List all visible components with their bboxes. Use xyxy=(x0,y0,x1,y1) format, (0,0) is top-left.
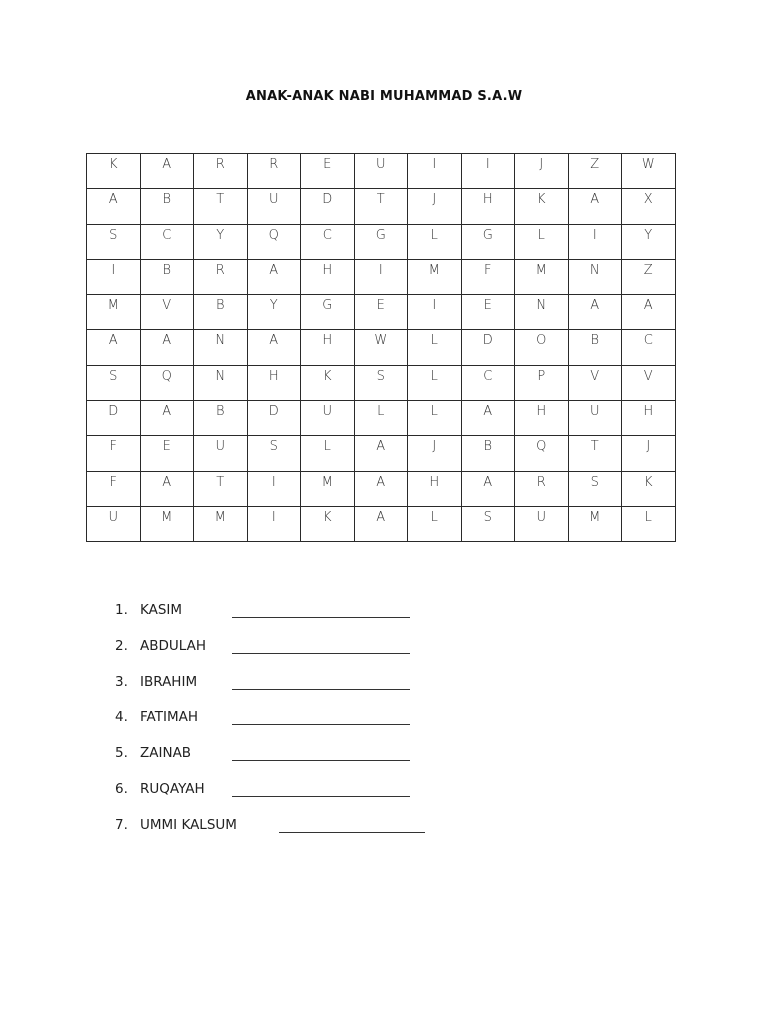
grid-letter: A xyxy=(590,298,600,314)
grid-letter: Q xyxy=(536,439,547,455)
grid-cell xyxy=(568,224,622,259)
grid-letter: M xyxy=(214,509,226,525)
grid-letter: Y xyxy=(269,298,278,314)
grid-cell xyxy=(140,401,194,436)
grid-cell xyxy=(194,471,248,506)
grid-letter: T xyxy=(590,439,599,455)
grid-letter: Z xyxy=(590,157,600,172)
grid-letter: H xyxy=(536,404,547,420)
grid-row xyxy=(87,330,676,365)
answer-line[interactable] xyxy=(232,653,410,654)
grid-letter: A xyxy=(162,333,172,349)
grid-letter: I xyxy=(271,509,276,525)
grid-cell xyxy=(87,471,141,506)
grid-letter: J xyxy=(646,439,651,455)
grid-cell xyxy=(140,295,194,330)
grid-cell xyxy=(194,224,248,259)
grid-letter: C xyxy=(162,227,172,243)
grid-letter: D xyxy=(482,333,493,349)
grid-letter: D xyxy=(108,404,119,420)
grid-cell xyxy=(408,259,462,294)
grid-letter: L xyxy=(430,333,438,349)
grid-letter: A xyxy=(162,157,172,172)
grid-letter: P xyxy=(537,368,546,384)
word-text: KASIM xyxy=(140,602,183,618)
grid-cell xyxy=(194,259,248,294)
grid-letter: B xyxy=(162,192,171,208)
grid-cell xyxy=(461,401,515,436)
grid-letter: U xyxy=(322,404,332,420)
grid-cell xyxy=(515,154,569,189)
grid-row xyxy=(87,471,676,506)
grid-cell xyxy=(622,365,676,400)
grid-letter: A xyxy=(643,298,653,314)
grid-letter: G xyxy=(375,227,386,243)
grid-letter: N xyxy=(589,262,600,278)
grid-letter: M xyxy=(589,509,601,525)
grid-letter: R xyxy=(215,262,225,278)
grid-cell xyxy=(354,436,408,471)
grid-cell xyxy=(408,401,462,436)
grid-letter: M xyxy=(161,509,173,525)
grid-letter: H xyxy=(429,474,440,490)
grid-cell xyxy=(354,506,408,541)
grid-letter: A xyxy=(483,404,493,420)
grid-row xyxy=(87,259,676,294)
grid-cell xyxy=(301,259,355,294)
grid-row xyxy=(87,436,676,471)
grid-cell xyxy=(622,471,676,506)
grid-letter: A xyxy=(483,474,493,490)
grid-letter: E xyxy=(483,298,492,314)
grid-letter: L xyxy=(644,509,652,525)
grid-letter: W xyxy=(374,333,388,349)
grid-letter: U xyxy=(375,157,386,172)
grid-cell xyxy=(408,189,462,224)
word-number: 2. xyxy=(115,637,128,654)
grid-letter: U xyxy=(108,509,118,525)
grid-letter: J xyxy=(539,157,544,172)
grid-cell xyxy=(461,189,515,224)
grid-letter: U xyxy=(215,439,225,455)
grid-cell xyxy=(622,506,676,541)
grid-cell xyxy=(140,365,194,400)
grid-cell xyxy=(622,259,676,294)
grid-letter: I xyxy=(111,262,116,278)
grid-letter: R xyxy=(269,157,279,172)
grid-letter: A xyxy=(269,333,279,349)
grid-letter: R xyxy=(215,157,225,172)
grid-cell xyxy=(515,401,569,436)
grid-cell xyxy=(140,330,194,365)
grid-cell xyxy=(568,471,622,506)
grid-cell xyxy=(408,436,462,471)
grid-cell xyxy=(87,189,141,224)
grid-cell xyxy=(622,224,676,259)
grid-cell xyxy=(194,295,248,330)
word-number: 6. xyxy=(115,780,128,797)
grid-letter: A xyxy=(108,333,118,349)
grid-cell xyxy=(301,436,355,471)
grid-letter: Y xyxy=(216,227,225,243)
grid-cell xyxy=(87,506,141,541)
grid-letter: L xyxy=(430,404,438,420)
grid-letter: K xyxy=(536,192,546,208)
word-text: FATIMAH xyxy=(140,709,198,726)
grid-cell xyxy=(622,330,676,365)
grid-cell xyxy=(354,224,408,259)
grid-letter: I xyxy=(378,262,383,278)
grid-cell xyxy=(408,295,462,330)
grid-letter: C xyxy=(643,333,653,349)
grid-letter: B xyxy=(215,404,225,420)
grid-letter: J xyxy=(432,439,437,455)
grid-cell xyxy=(87,224,141,259)
grid-cell xyxy=(194,154,248,189)
grid-cell xyxy=(87,401,141,436)
grid-cell xyxy=(247,330,301,365)
grid-cell xyxy=(301,401,355,436)
grid-letter: V xyxy=(162,298,172,314)
grid-row xyxy=(87,154,676,189)
grid-letter: L xyxy=(430,227,438,243)
grid-letter: A xyxy=(376,474,386,490)
grid-cell xyxy=(194,506,248,541)
grid-cell xyxy=(140,224,194,259)
answer-line[interactable] xyxy=(232,724,410,725)
grid-cell xyxy=(461,471,515,506)
grid-cell xyxy=(568,330,622,365)
grid-row xyxy=(87,224,676,259)
grid-cell xyxy=(408,506,462,541)
grid-letter: S xyxy=(109,368,118,384)
grid-cell xyxy=(194,330,248,365)
grid-cell xyxy=(140,506,194,541)
grid-letter: E xyxy=(323,157,332,172)
grid-letter: T xyxy=(376,192,385,208)
grid-letter: L xyxy=(377,404,385,420)
grid-row xyxy=(87,295,676,330)
grid-letter: S xyxy=(590,474,599,490)
grid-cell xyxy=(461,295,515,330)
grid-letter: V xyxy=(590,368,600,384)
grid-cell xyxy=(408,330,462,365)
grid-letter: A xyxy=(162,474,172,490)
grid-cell xyxy=(354,259,408,294)
grid-letter: L xyxy=(430,509,438,525)
grid-letter: A xyxy=(108,192,118,208)
word-number: 1. xyxy=(115,602,128,618)
grid-cell xyxy=(247,189,301,224)
grid-cell xyxy=(515,471,569,506)
grid-row xyxy=(87,189,676,224)
grid-letter: Q xyxy=(268,227,279,243)
grid-letter: T xyxy=(216,192,225,208)
grid-letter: S xyxy=(483,509,492,525)
grid-cell xyxy=(515,330,569,365)
grid-cell xyxy=(568,365,622,400)
grid-cell xyxy=(301,471,355,506)
grid-letter: M xyxy=(535,262,547,278)
grid-cell xyxy=(354,189,408,224)
grid-letter: B xyxy=(590,333,599,349)
answer-line[interactable] xyxy=(232,760,410,761)
grid-letter: S xyxy=(376,368,385,384)
grid-cell xyxy=(87,330,141,365)
grid-letter: N xyxy=(215,368,226,384)
grid-letter: E xyxy=(162,439,171,455)
grid-cell xyxy=(408,471,462,506)
grid-letter: I xyxy=(432,157,437,172)
grid-row xyxy=(87,401,676,436)
grid-cell xyxy=(568,259,622,294)
grid-letter: B xyxy=(483,439,492,455)
grid-letter: A xyxy=(376,439,386,455)
grid-cell xyxy=(354,401,408,436)
grid-cell xyxy=(301,154,355,189)
grid-cell xyxy=(408,365,462,400)
grid-cell xyxy=(140,189,194,224)
grid-letter: F xyxy=(109,474,117,490)
grid-cell xyxy=(568,401,622,436)
grid-letter: H xyxy=(322,262,333,278)
word-text: ABDULAH xyxy=(140,637,206,654)
grid-cell xyxy=(461,506,515,541)
grid-letter: G xyxy=(322,298,333,314)
grid-row xyxy=(87,506,676,541)
grid-letter: S xyxy=(109,227,118,243)
grid-cell xyxy=(622,436,676,471)
grid-cell xyxy=(515,436,569,471)
grid-cell xyxy=(140,259,194,294)
grid-letter: R xyxy=(536,474,546,490)
grid-letter: L xyxy=(323,439,331,455)
grid-letter: D xyxy=(268,404,279,420)
grid-letter: C xyxy=(483,368,493,384)
grid-cell xyxy=(461,259,515,294)
grid-cell xyxy=(408,224,462,259)
grid-cell xyxy=(87,259,141,294)
grid-cell xyxy=(354,365,408,400)
page-title: ANAK-ANAK NABI MUHAMMAD S.A.W xyxy=(245,89,523,104)
answer-line[interactable] xyxy=(232,617,410,618)
grid-letter: I xyxy=(592,227,597,243)
grid-letter: M xyxy=(107,298,119,314)
grid-cell xyxy=(140,154,194,189)
grid-letter: M xyxy=(321,474,333,490)
grid-letter: I xyxy=(271,474,276,490)
grid-letter: A xyxy=(376,509,386,525)
grid-cell xyxy=(87,154,141,189)
grid-letter: Z xyxy=(643,262,653,278)
grid-letter: K xyxy=(108,157,118,172)
grid-cell xyxy=(354,330,408,365)
grid-cell xyxy=(568,295,622,330)
grid-cell xyxy=(408,154,462,189)
answer-line[interactable] xyxy=(232,796,410,797)
grid-cell xyxy=(515,224,569,259)
grid-letter: A xyxy=(590,192,600,208)
grid-letter: L xyxy=(537,227,545,243)
grid-cell xyxy=(354,154,408,189)
word-number: 4. xyxy=(115,709,128,726)
grid-cell xyxy=(568,436,622,471)
grid-letter: C xyxy=(322,227,332,243)
grid-letter: H xyxy=(482,192,493,208)
grid-letter: W xyxy=(641,157,655,172)
grid-letter: S xyxy=(269,439,278,455)
word-text: RUQAYAH xyxy=(140,780,205,797)
word-number: 7. xyxy=(115,816,128,833)
grid-cell xyxy=(622,295,676,330)
grid-letter: F xyxy=(484,262,492,278)
grid-cell xyxy=(515,506,569,541)
grid-letter: N xyxy=(536,298,547,314)
grid-cell xyxy=(247,436,301,471)
grid-cell xyxy=(247,471,301,506)
grid-letter: D xyxy=(322,192,333,208)
grid-letter: M xyxy=(428,262,440,278)
grid-letter: X xyxy=(643,192,653,208)
grid-cell xyxy=(568,506,622,541)
grid-cell xyxy=(568,189,622,224)
word-text: UMMI KALSUM xyxy=(140,816,237,833)
grid-letter: O xyxy=(536,333,547,349)
grid-letter: H xyxy=(268,368,279,384)
grid-cell xyxy=(461,154,515,189)
grid-cell xyxy=(247,295,301,330)
grid-cell xyxy=(194,365,248,400)
word-text: IBRAHIM xyxy=(140,673,198,690)
grid-cell xyxy=(461,224,515,259)
grid-letter: K xyxy=(322,368,332,384)
grid-letter: U xyxy=(589,404,600,420)
grid-cell xyxy=(301,506,355,541)
grid-cell xyxy=(622,154,676,189)
grid-cell xyxy=(461,436,515,471)
grid-cell xyxy=(301,330,355,365)
grid-cell xyxy=(354,471,408,506)
grid-letter: L xyxy=(430,368,438,384)
grid-letter: H xyxy=(322,333,333,349)
grid-cell xyxy=(87,365,141,400)
grid-cell xyxy=(140,436,194,471)
answer-line[interactable] xyxy=(279,832,425,833)
word-number: 5. xyxy=(115,745,128,762)
word-search-grid xyxy=(86,153,676,542)
grid-letter: E xyxy=(376,298,385,314)
grid-letter: U xyxy=(268,192,279,208)
grid-cell xyxy=(461,365,515,400)
grid-letter: J xyxy=(432,192,437,208)
grid-cell xyxy=(301,189,355,224)
grid-letter: B xyxy=(162,262,171,278)
grid-letter: K xyxy=(322,509,332,525)
grid-letter: Y xyxy=(644,227,653,243)
grid-cell xyxy=(515,295,569,330)
grid-cell xyxy=(194,436,248,471)
grid-letter: H xyxy=(643,404,654,420)
grid-cell xyxy=(247,365,301,400)
grid-letter: T xyxy=(216,474,225,490)
grid-cell xyxy=(515,259,569,294)
grid-cell xyxy=(461,330,515,365)
grid-cell xyxy=(87,295,141,330)
answer-line[interactable] xyxy=(232,689,410,690)
grid-cell xyxy=(354,295,408,330)
grid-letter: Q xyxy=(161,368,172,384)
grid-letter: N xyxy=(215,333,226,349)
grid-cell xyxy=(247,506,301,541)
grid-cell xyxy=(515,365,569,400)
grid-letter: A xyxy=(162,404,172,420)
grid-cell xyxy=(622,189,676,224)
grid-letter: B xyxy=(215,298,225,314)
grid-cell xyxy=(140,471,194,506)
grid-cell xyxy=(301,365,355,400)
grid-cell xyxy=(194,189,248,224)
grid-cell xyxy=(568,154,622,189)
grid-row xyxy=(87,365,676,400)
grid-letter: A xyxy=(269,262,279,278)
grid-letter: K xyxy=(643,474,653,490)
grid-cell xyxy=(247,224,301,259)
grid-cell xyxy=(87,436,141,471)
grid-letter: I xyxy=(485,157,490,172)
grid-cell xyxy=(247,401,301,436)
grid-letter: G xyxy=(482,227,493,243)
word-text: ZAINAB xyxy=(140,745,192,762)
grid-letter: F xyxy=(109,439,117,455)
grid-letter: V xyxy=(643,368,653,384)
grid-cell xyxy=(622,401,676,436)
grid-letter: U xyxy=(536,509,546,525)
grid-letter: I xyxy=(432,298,437,314)
grid-cell xyxy=(301,224,355,259)
grid-cell xyxy=(301,295,355,330)
grid-cell xyxy=(247,154,301,189)
word-number: 3. xyxy=(115,673,128,690)
grid-cell xyxy=(247,259,301,294)
grid-cell xyxy=(194,401,248,436)
grid-cell xyxy=(515,189,569,224)
